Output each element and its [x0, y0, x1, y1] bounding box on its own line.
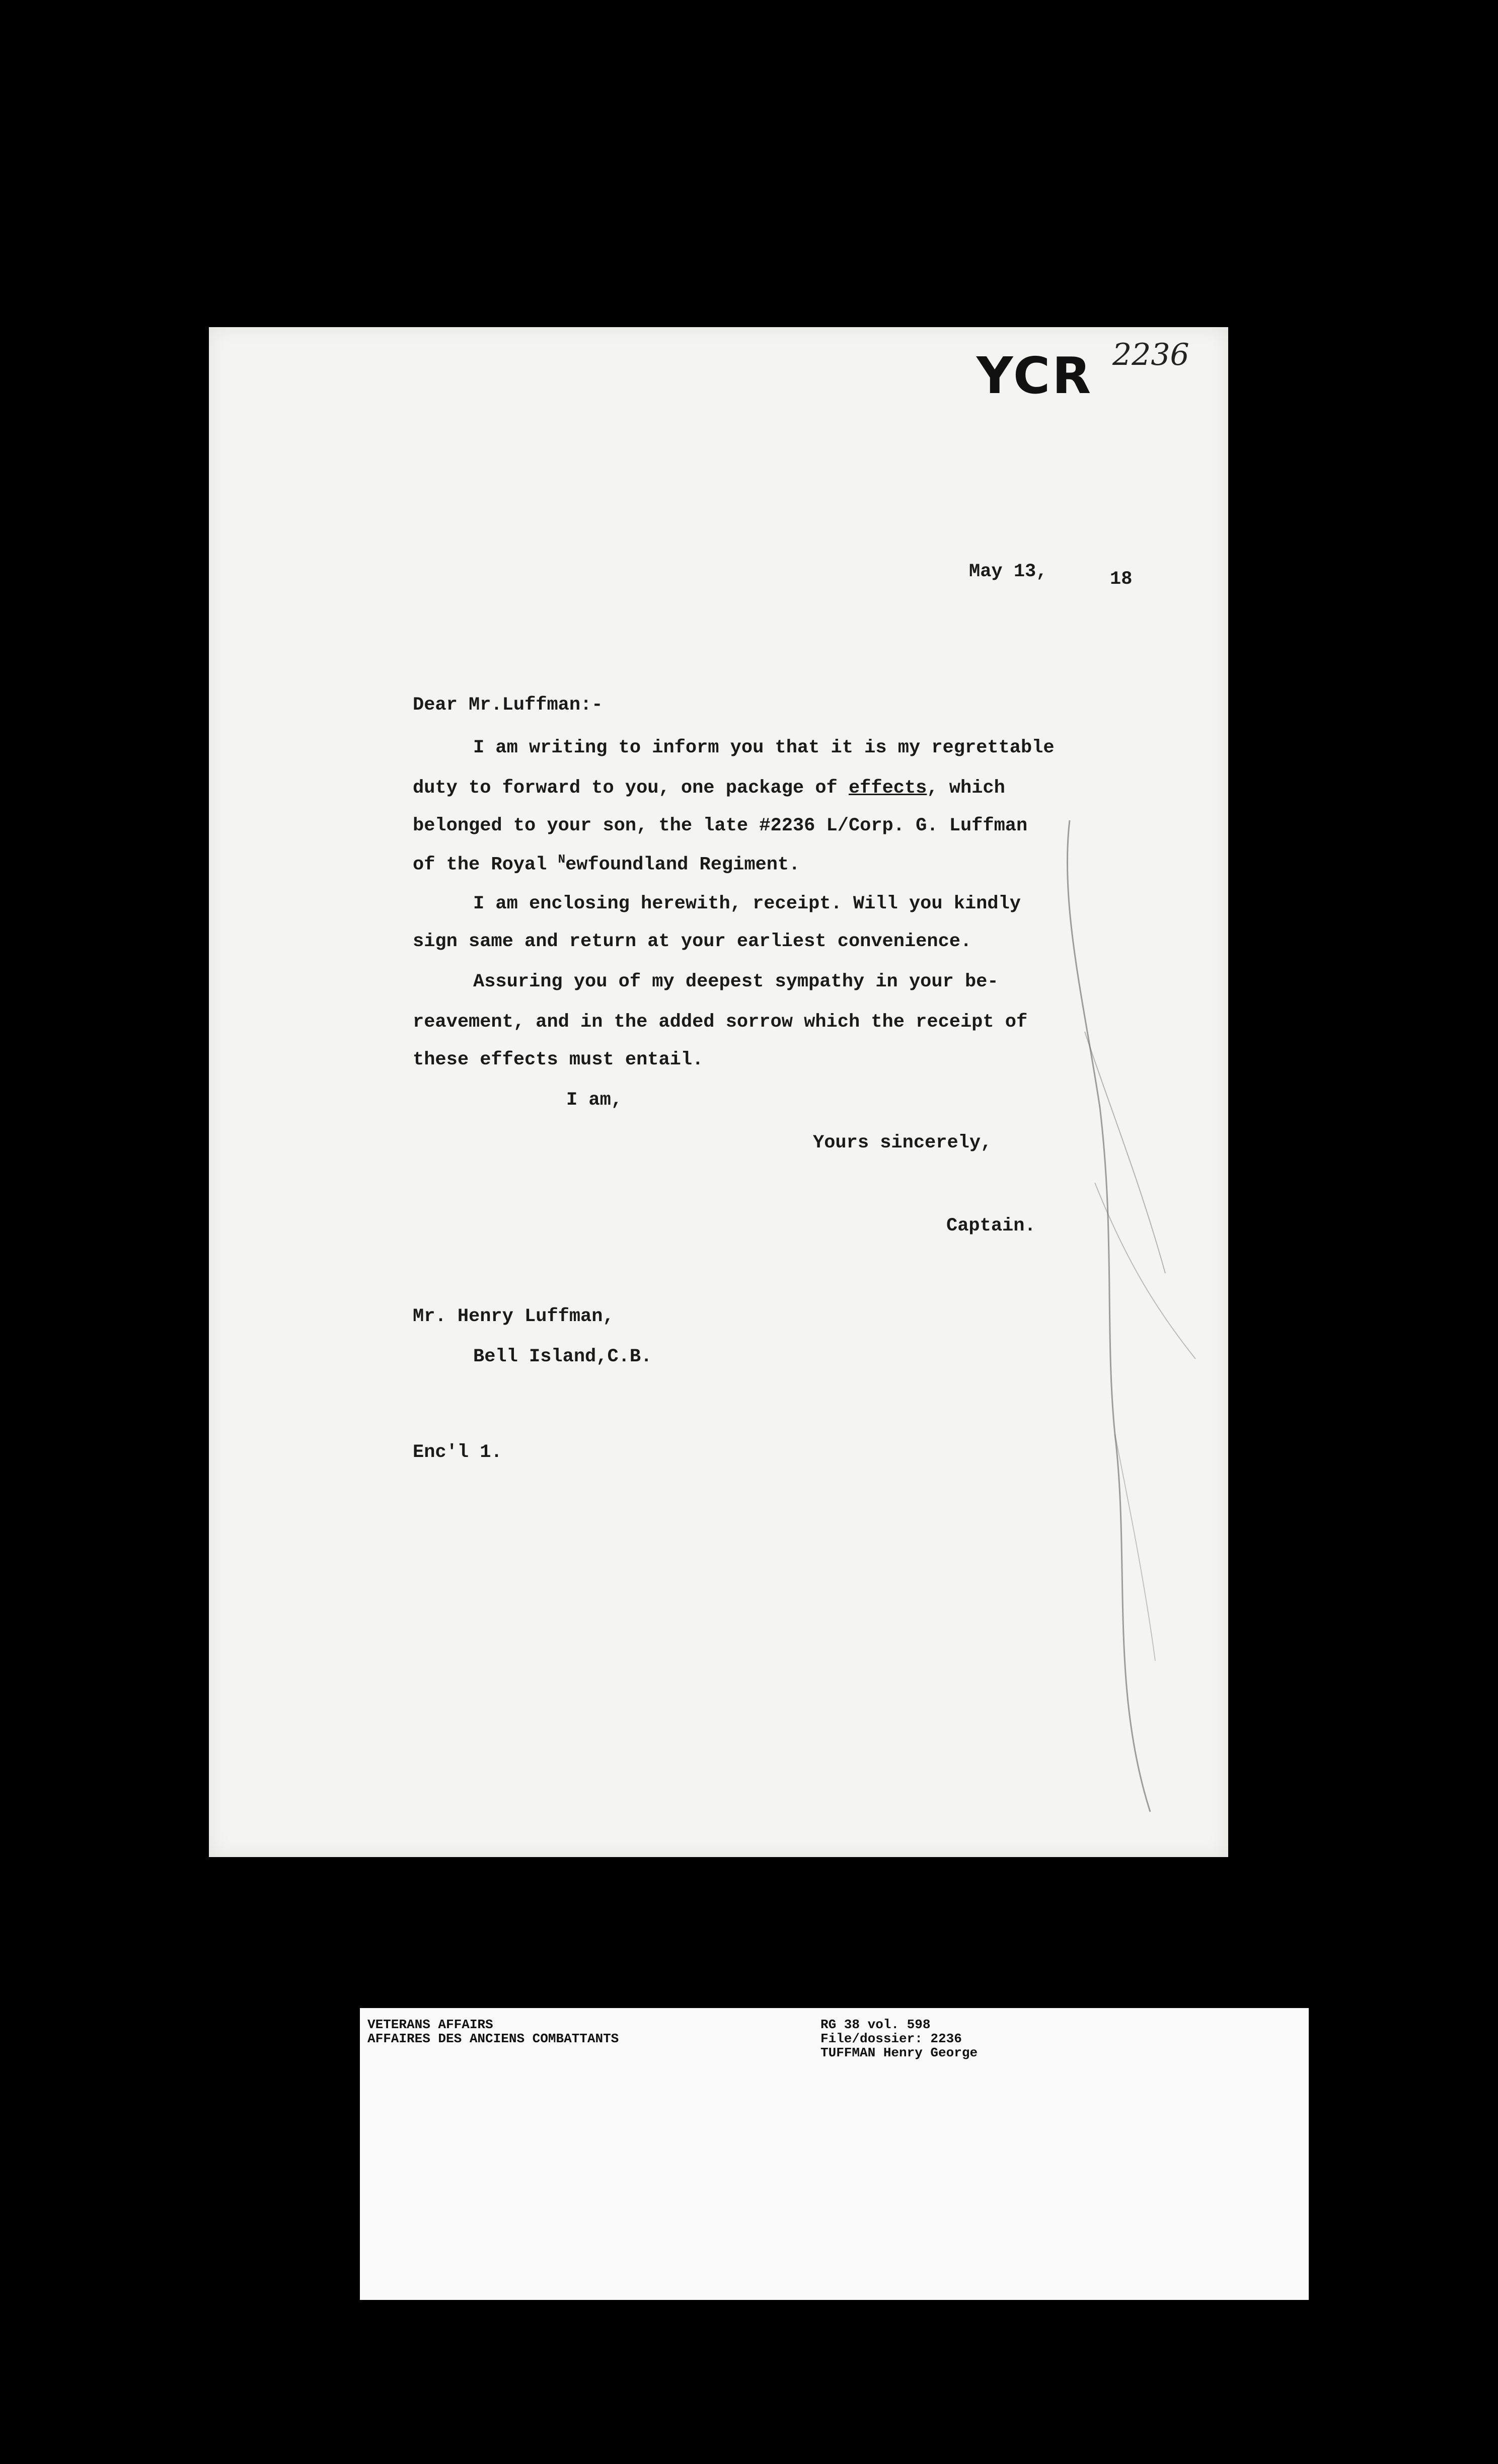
card-subject-name: TUFFMAN Henry George	[820, 2045, 978, 2060]
registry-stamp: YCR	[977, 346, 1093, 405]
recipient-address: Bell Island,C.B.	[473, 1346, 652, 1367]
handwritten-file-number: 2236	[1112, 337, 1189, 372]
salutation: Dear Mr.Luffman:-	[413, 695, 603, 716]
body-line: belonged to your son, the late #2236 L/Corp. G. Luffman	[413, 815, 1028, 836]
body-line: I am writing to inform you that it is my regrettable	[473, 737, 1055, 758]
body-line: these effects must entail.	[413, 1049, 704, 1070]
body-line: of the Royal $^N$ewfoundland Regiment.	[413, 853, 800, 876]
closing-i-am: I am,	[566, 1090, 623, 1111]
signature-title: Captain.	[946, 1215, 1036, 1237]
body-line: duty to forward to you, one package of effects, which	[413, 778, 1005, 799]
card-record-group: RG 38 vol. 598	[820, 2017, 931, 2032]
letter-page	[209, 327, 1228, 1857]
enclosure-note: Enc'l 1.	[413, 1442, 502, 1463]
card-file-number: File/dossier: 2236	[820, 2031, 962, 2046]
letter-year: 18	[1110, 569, 1133, 590]
letter-date: May 13,	[969, 561, 1047, 582]
card-agency-en: VETERANS AFFAIRS	[367, 2017, 493, 2032]
archive-reference-card	[360, 2008, 1309, 2300]
underlined-effects: effects	[848, 778, 927, 799]
card-agency-fr: AFFAIRES DES ANCIENS COMBATTANTS	[367, 2031, 619, 2046]
recipient-name: Mr. Henry Luffman,	[413, 1306, 614, 1327]
body-line: reavement, and in the added sorrow which the receipt of	[413, 1012, 1028, 1033]
closing: Yours sincerely,	[813, 1132, 992, 1153]
body-line: I am enclosing herewith, receipt. Will you kindly	[473, 893, 1021, 914]
body-line: Assuring you of my deepest sympathy in your be-	[473, 971, 999, 992]
body-line: sign same and return at your earliest convenience.	[413, 931, 972, 952]
paper-crease-lines	[209, 327, 1228, 1857]
